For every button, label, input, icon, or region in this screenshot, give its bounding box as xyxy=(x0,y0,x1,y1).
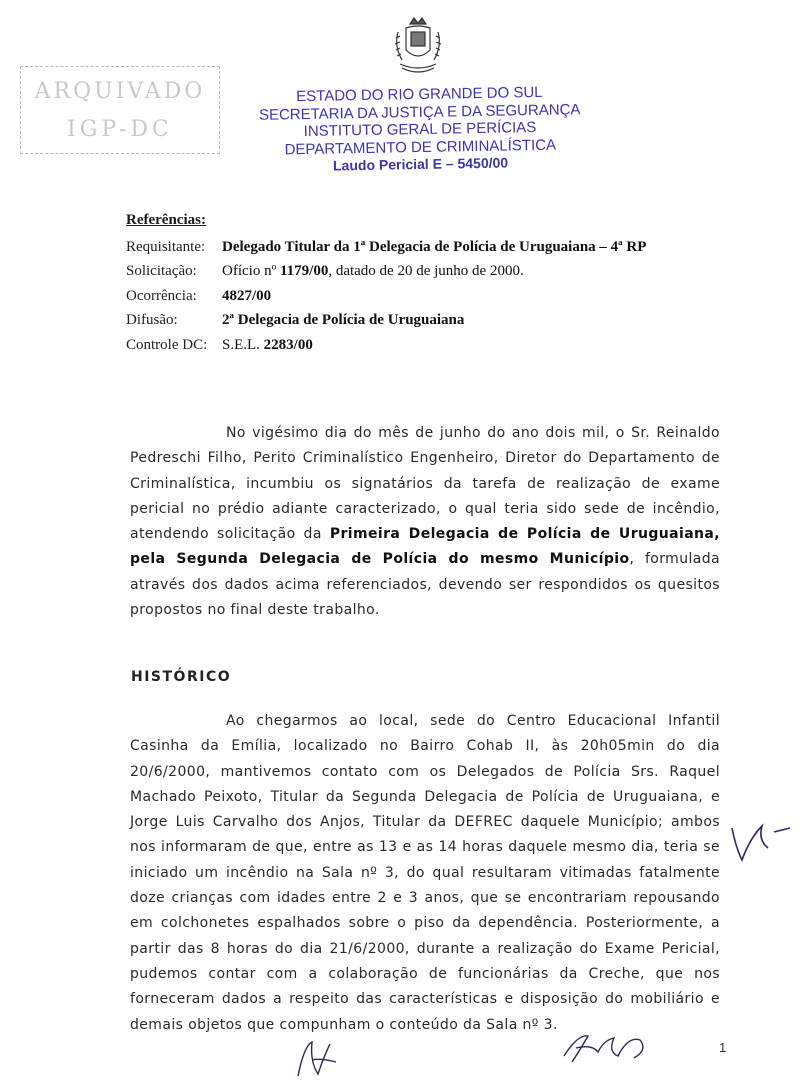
reference-value: 4827/00 xyxy=(222,287,272,304)
reference-row xyxy=(126,260,646,285)
signature-initials-right xyxy=(558,1026,654,1070)
header-secretariat: SECRETARIA DA JUSTIÇA E DA SEGURANÇA xyxy=(258,100,581,124)
margin-initials-signature xyxy=(728,818,794,868)
reference-value: Delegado Titular da 1ª Delegacia de Polícia de Uruguaiana – 4ª RP xyxy=(222,238,647,255)
reference-label: Requisitante: xyxy=(126,238,206,255)
section-title: HISTÓRICO xyxy=(131,669,232,685)
page-number: 1 xyxy=(719,1040,727,1055)
header-state: ESTADO DO RIO GRANDE DO SUL xyxy=(296,83,543,106)
references-title: Referências: xyxy=(126,212,206,228)
references-block xyxy=(126,212,646,358)
reference-row xyxy=(126,284,646,309)
document-header xyxy=(249,83,590,176)
reference-label: Ocorrência: xyxy=(126,287,197,304)
stamp-text: ARQUIVADO xyxy=(34,79,206,104)
archive-stamp xyxy=(20,66,220,154)
reference-row xyxy=(126,333,646,358)
reference-label: Difusão: xyxy=(126,312,178,329)
reference-label: Solicitação: xyxy=(126,263,197,280)
header-department: DEPARTAMENTO DE CRIMINALÍSTICA xyxy=(284,136,557,158)
reference-value: S.E.L. 2283/00 xyxy=(222,336,313,353)
stamp-text: IGP-DC xyxy=(67,117,173,142)
history-paragraph: Ao chegarmos ao local, sede do Centro Educacional Infantil Casinha da Emília, localizado no Bairro Cohab II, às 20h05min do dia 20/6/2000, mantivemos contato com os Delegados de Polícia Srs. Raquel Machado Peixoto, Titular da Segunda Delegacia de Polícia de Uruguaiana, e Jorge Luis Carvalho dos Anjos, Titular da DEFREC daquele Município; ambos nos informaram de que, entre as 13 e as 14 horas daquele mesmo dia, teria se iniciado um incêndio na Sala nº 3, do qual resultaram vitimadas fatalmente doze crianças com idades entre 2 e 3 anos, que se encontrariam repousando em colchonetes espalhados sobre o piso da dependência. Posteriormente, a partir das 8 horas do dia 21/6/2000, durante a realização do Exame Pericial, pudemos contar com a colaboração de funcionárias da Creche, que nos forneceram dados a respeito das características e disposição do mobiliário e demais objetos que compunham o conteúdo da Sala nº 3. xyxy=(130,713,720,1033)
reference-row xyxy=(126,309,646,334)
reference-value: 2ª Delegacia de Polícia de Uruguaiana xyxy=(222,312,465,329)
reference-label: Controle DC: xyxy=(126,336,208,353)
reference-value: Ofício nº 1179/00, datado de 20 de junho de 2000. xyxy=(222,263,524,280)
reference-row xyxy=(126,235,646,260)
signature-initials-left xyxy=(290,1036,350,1082)
report-number: Laudo Pericial E – 5450/00 xyxy=(332,154,509,174)
intro-paragraph: No vigésimo dia do mês de junho do ano dois mil, o Sr. Reinaldo Pedreschi Filho, Perito Criminalístico Engenheiro, Diretor do Departamento de Criminalística, incumbiu os signatários da tarefa de realização de exame pericial no prédio adiante caracterizado, o qual teria sido sede de incêndio, atendendo solicitação da Primeira Delegacia de Polícia de Uruguaiana, pela Segunda Delegacia de Polícia do mesmo Município, formulada através dos dados acima referenciados, devendo ser respondidos os quesitos propostos no final deste trabalho. xyxy=(130,425,721,619)
header-institute: INSTITUTO GERAL DE PERÍCIAS xyxy=(303,118,537,141)
coat-of-arms-icon xyxy=(392,14,444,80)
